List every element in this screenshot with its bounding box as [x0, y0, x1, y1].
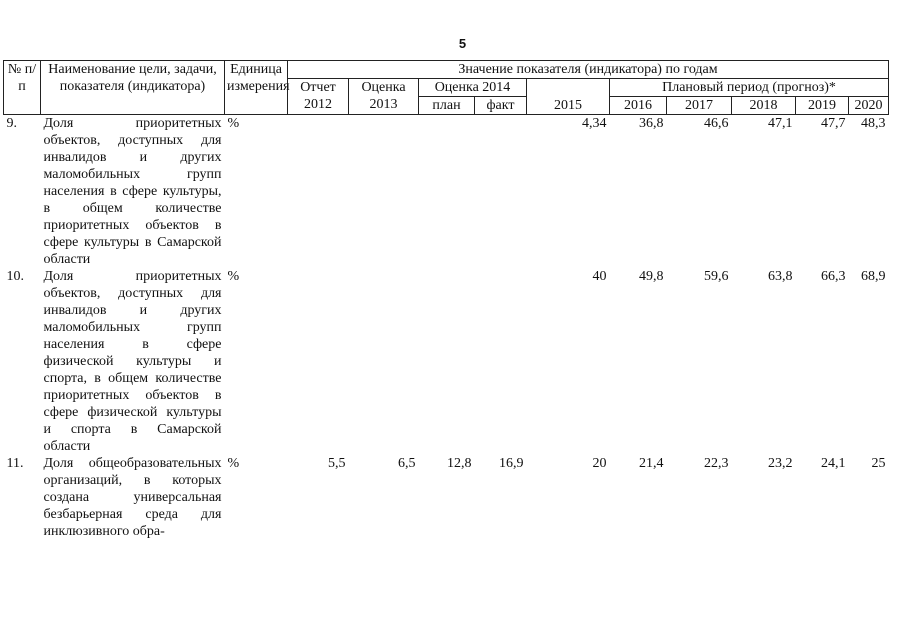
value-2016: 49,8: [639, 269, 664, 284]
header-year-2018: 2018: [732, 97, 796, 115]
header-plan-period: Плановый период (прогноз)*: [610, 79, 889, 97]
row-name: Доля приоритетных объектов, доступных для инвалидов и других маломобильных групп населения в сфере физической культуры и спорта, в общем количестве приоритетных объектов в сфере физической культуры и спорта в Самарской области: [43, 269, 222, 454]
row-num: 9.: [6, 116, 17, 131]
value-report-2012: 5,5: [328, 456, 346, 471]
value-report-2012: [288, 268, 349, 455]
header-report-2012: Отчет 2012: [288, 79, 349, 115]
value-estimate-2013: 6,5: [398, 456, 416, 471]
header-estimate-2014: Оценка 2014: [419, 79, 527, 97]
value-2017: 22,3: [704, 456, 729, 471]
header-values-group: Значение показателя (индикатора) по годам: [288, 61, 889, 79]
row-num: 10.: [6, 269, 24, 284]
row-unit: %: [227, 269, 240, 284]
row-unit: %: [227, 456, 240, 471]
value-2018: 63,8: [768, 269, 793, 284]
page-number: 5: [458, 36, 467, 51]
header-year-2015: 2015: [527, 79, 610, 115]
header-year-2019: 2019: [796, 97, 849, 115]
value-plan-2014: [419, 268, 475, 455]
value-2015: 40: [592, 269, 607, 284]
value-2019: 47,7: [821, 116, 846, 131]
value-fact-2014: [475, 268, 527, 455]
value-2019: 66,3: [821, 269, 846, 284]
value-2020: 48,3: [861, 116, 886, 131]
value-2020: 25: [871, 456, 886, 471]
table-row: [4, 455, 889, 540]
table-row: [4, 268, 889, 455]
value-2016: 21,4: [639, 456, 664, 471]
row-name: Доля общеобразовательных организаций, в которых создана универсальная безбарьерная среда для инклюзивного обра-: [43, 456, 222, 539]
header-estimate-2013: Оценка 2013: [349, 79, 419, 115]
header-plan: план: [419, 97, 475, 115]
header-year-2020: 2020: [849, 97, 889, 115]
row-unit: %: [227, 116, 240, 131]
value-2015: 20: [592, 456, 607, 471]
header-year-2016: 2016: [610, 97, 667, 115]
header-unit: Единица измерения: [225, 61, 288, 115]
header-year-2017: 2017: [667, 97, 732, 115]
row-num: 11.: [6, 456, 24, 471]
row-name: Доля приоритетных объектов, доступных для инвалидов и других маломобильных групп населения в сфере культуры, в общем количестве приоритетных объектов в сфере культуры в Самарской области: [43, 116, 222, 267]
value-fact-2014: [475, 115, 527, 269]
value-plan-2014: [419, 115, 475, 269]
value-2019: 24,1: [821, 456, 846, 471]
value-2018: 47,1: [768, 116, 793, 131]
table-row: [4, 115, 889, 269]
value-2015: 4,34: [582, 116, 607, 131]
value-2016: 36,8: [639, 116, 664, 131]
header-num: № п/п: [4, 61, 41, 115]
value-estimate-2013: [349, 115, 419, 269]
value-2017: 59,6: [704, 269, 729, 284]
value-2020: 68,9: [861, 269, 886, 284]
indicators-table: [3, 60, 889, 540]
header-fact: факт: [475, 97, 527, 115]
value-2017: 46,6: [704, 116, 729, 131]
value-plan-2014: 12,8: [447, 456, 472, 471]
header-name: Наименование цели, задачи, показателя (индикатора): [41, 61, 225, 115]
value-fact-2014: 16,9: [499, 456, 524, 471]
table-body: [4, 115, 889, 541]
value-estimate-2013: [349, 268, 419, 455]
value-report-2012: [288, 115, 349, 269]
value-2018: 23,2: [768, 456, 793, 471]
table-header: [4, 61, 889, 115]
